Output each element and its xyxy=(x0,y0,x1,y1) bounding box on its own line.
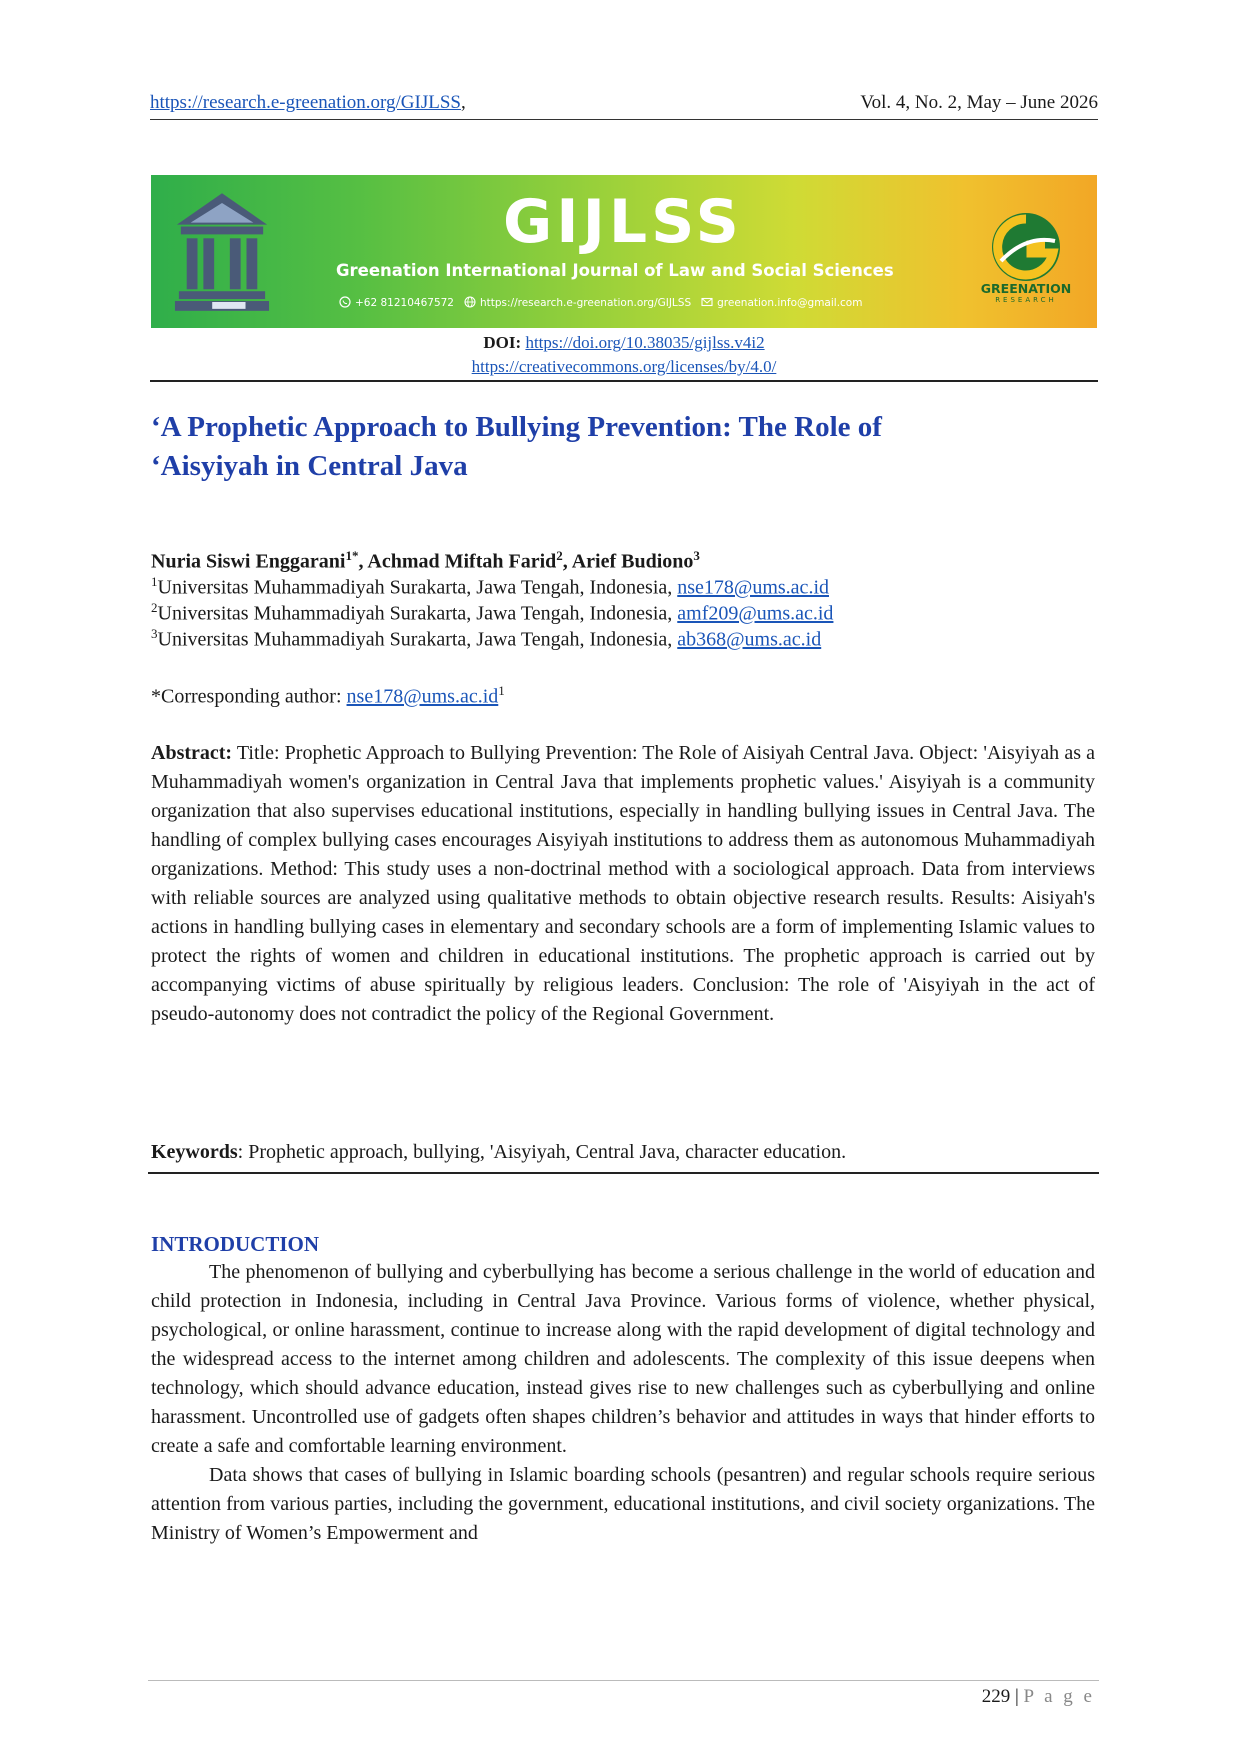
doi-label: DOI: xyxy=(483,333,522,352)
title-line-2: ‘Aisyiyah in Central Java xyxy=(151,450,468,482)
keywords-text: : Prophetic approach, bullying, 'Aisyiyah, Central Java, character education. xyxy=(237,1141,847,1163)
license-link[interactable]: https://creativecommons.org/licenses/by/4.0/ xyxy=(471,357,777,376)
corresponding-sup: 1 xyxy=(498,683,505,698)
globe-icon xyxy=(464,296,476,308)
license-line xyxy=(150,357,1098,377)
affiliation-sup: 1 xyxy=(151,574,158,589)
affiliation-line xyxy=(151,574,829,600)
keywords xyxy=(151,1141,846,1164)
affiliation-email-link[interactable]: ab368@ums.ac.id xyxy=(677,628,822,651)
banner-website-text: https://research.e-greenation.org/GIJLSS xyxy=(479,297,692,309)
page-separator: | xyxy=(1014,1686,1019,1707)
introduction-body xyxy=(151,1258,1095,1548)
author-sup: 2 xyxy=(556,548,563,563)
author-sup: 1* xyxy=(345,548,359,563)
doi-line xyxy=(150,333,1098,353)
banner-website xyxy=(464,296,691,309)
keywords-label: Keywords xyxy=(151,1141,238,1163)
volume-info: Vol. 4, No. 2, May – June 2026 xyxy=(860,92,1098,113)
author-name: Arief Budiono xyxy=(571,550,694,573)
banner-email xyxy=(701,296,862,309)
corresponding-email-link[interactable]: nse178@ums.ac.id xyxy=(346,685,499,708)
body-paragraph: Data shows that cases of bullying in Islamic boarding schools (pesantren) and regular schools require serious attention from various parties, including the government, educational institutions, and civil society organizations. The Ministry of Women’s Empowerment and xyxy=(151,1464,1095,1544)
logo-text: GREENATION xyxy=(980,281,1072,296)
journal-url-wrap xyxy=(150,92,466,114)
doi-divider xyxy=(150,380,1098,382)
abstract xyxy=(151,739,1095,1029)
abstract-label: Abstract: xyxy=(151,742,233,764)
journal-url-link[interactable]: https://research.e-greenation.org/GIJLSS xyxy=(150,92,461,113)
author-list xyxy=(151,548,700,574)
author-name: Nuria Siswi Enggarani xyxy=(151,550,346,573)
banner-subtitle: Greenation International Journal of Law and Social Sciences xyxy=(336,261,894,280)
affiliation-sup: 2 xyxy=(151,600,158,615)
page-label: P a g e xyxy=(1023,1686,1095,1707)
paper-title xyxy=(151,408,1051,486)
corresponding-label: *Corresponding author: xyxy=(151,685,347,708)
affiliation-line xyxy=(151,626,821,652)
greenation-logo-icon xyxy=(971,205,1081,325)
journal-url-suffix: , xyxy=(460,92,466,113)
affiliation-text: Universitas Muhammadiyah Surakarta, Jawa Tengah, Indonesia, xyxy=(157,602,678,625)
body-paragraph: The phenomenon of bullying and cyberbullying has become a serious challenge in the world of education and child protection in Indonesia, including in Central Java Province. Various forms of violence, whether physical, psychological, or online harassment, continue to increase along with the rapid development of digital technology and the widespread access to the internet among children and adolescents. The complexity of this issue deepens when technology, which should advance education, instead gives rise to new challenges such as cyberbullying and online harassment. Uncontrolled use of gadgets often shapes children’s behavior and attitudes in ways that hinder efforts to create a safe and comfortable learning environment. xyxy=(151,1261,1095,1457)
running-header xyxy=(150,92,1098,114)
author-separator: , xyxy=(358,550,368,573)
banner-phone xyxy=(339,296,454,309)
page-footer xyxy=(900,1686,1095,1708)
abstract-text: Title: Prophetic Approach to Bullying Prevention: The Role of Aisiyah Central Java. Object: 'Aisyiyah as a Muhammadiyah women's organization in Central Java that implements prophetic values.' Aisyiyah is a community organization that also supervises educational institutions, especially in handling bullying issues in Central Java. The handling of complex bullying cases encourages Aisyiyah institutions to address them as autonomous Muhammadiyah organizations. Method: This study uses a non-doctrinal method with a sociological approach. Data from interviews with reliable sources are analyzed using qualitative methods to obtain objective research results. Results: Aisiyah's actions in handling bullying cases in elementary and secondary schools are a form of implementing Islamic values to protect the rights of women and children in educational institutions. The prophetic approach is carried out by accompanying victims of abuse spiritually by religious leaders. Conclusion: The role of 'Aisyiyah in the act of pseudo-autonomy does not contradict the policy of the Regional Government. xyxy=(151,742,1096,1025)
title-line-1: ‘A Prophetic Approach to Bullying Prevention: The Role of xyxy=(151,411,882,443)
page-number: 229 xyxy=(981,1686,1011,1707)
keywords-divider xyxy=(148,1172,1099,1174)
courthouse-icon xyxy=(173,191,271,315)
logo-subtext: RESEARCH xyxy=(995,296,1057,304)
affiliation-text: Universitas Muhammadiyah Surakarta, Jawa Tengah, Indonesia, xyxy=(157,576,678,599)
corresponding-author xyxy=(151,683,505,709)
affiliation-line xyxy=(151,600,833,626)
footer-divider xyxy=(148,1680,1099,1681)
section-heading-introduction: INTRODUCTION xyxy=(151,1232,320,1256)
header-divider xyxy=(150,119,1098,120)
banner-title: GIJLSS xyxy=(503,187,743,257)
doi-link[interactable]: https://doi.org/10.38035/gijlss.v4i2 xyxy=(525,333,765,352)
banner-phone-text: +62 81210467572 xyxy=(355,297,454,309)
affiliation-email-link[interactable]: amf209@ums.ac.id xyxy=(677,602,834,625)
affiliation-text: Universitas Muhammadiyah Surakarta, Jawa Tengah, Indonesia, xyxy=(157,628,678,651)
banner-contacts xyxy=(339,296,862,309)
affiliation-sup: 3 xyxy=(151,626,158,641)
author-sup: 3 xyxy=(693,548,700,563)
mail-icon xyxy=(701,296,713,308)
affiliation-email-link[interactable]: nse178@ums.ac.id xyxy=(677,576,829,599)
banner-email-text: greenation.info@gmail.com xyxy=(717,297,863,309)
author-separator: , xyxy=(562,550,572,573)
author-name: Achmad Miftah Farid xyxy=(367,550,557,573)
journal-banner xyxy=(151,175,1097,328)
whatsapp-icon xyxy=(339,296,351,308)
